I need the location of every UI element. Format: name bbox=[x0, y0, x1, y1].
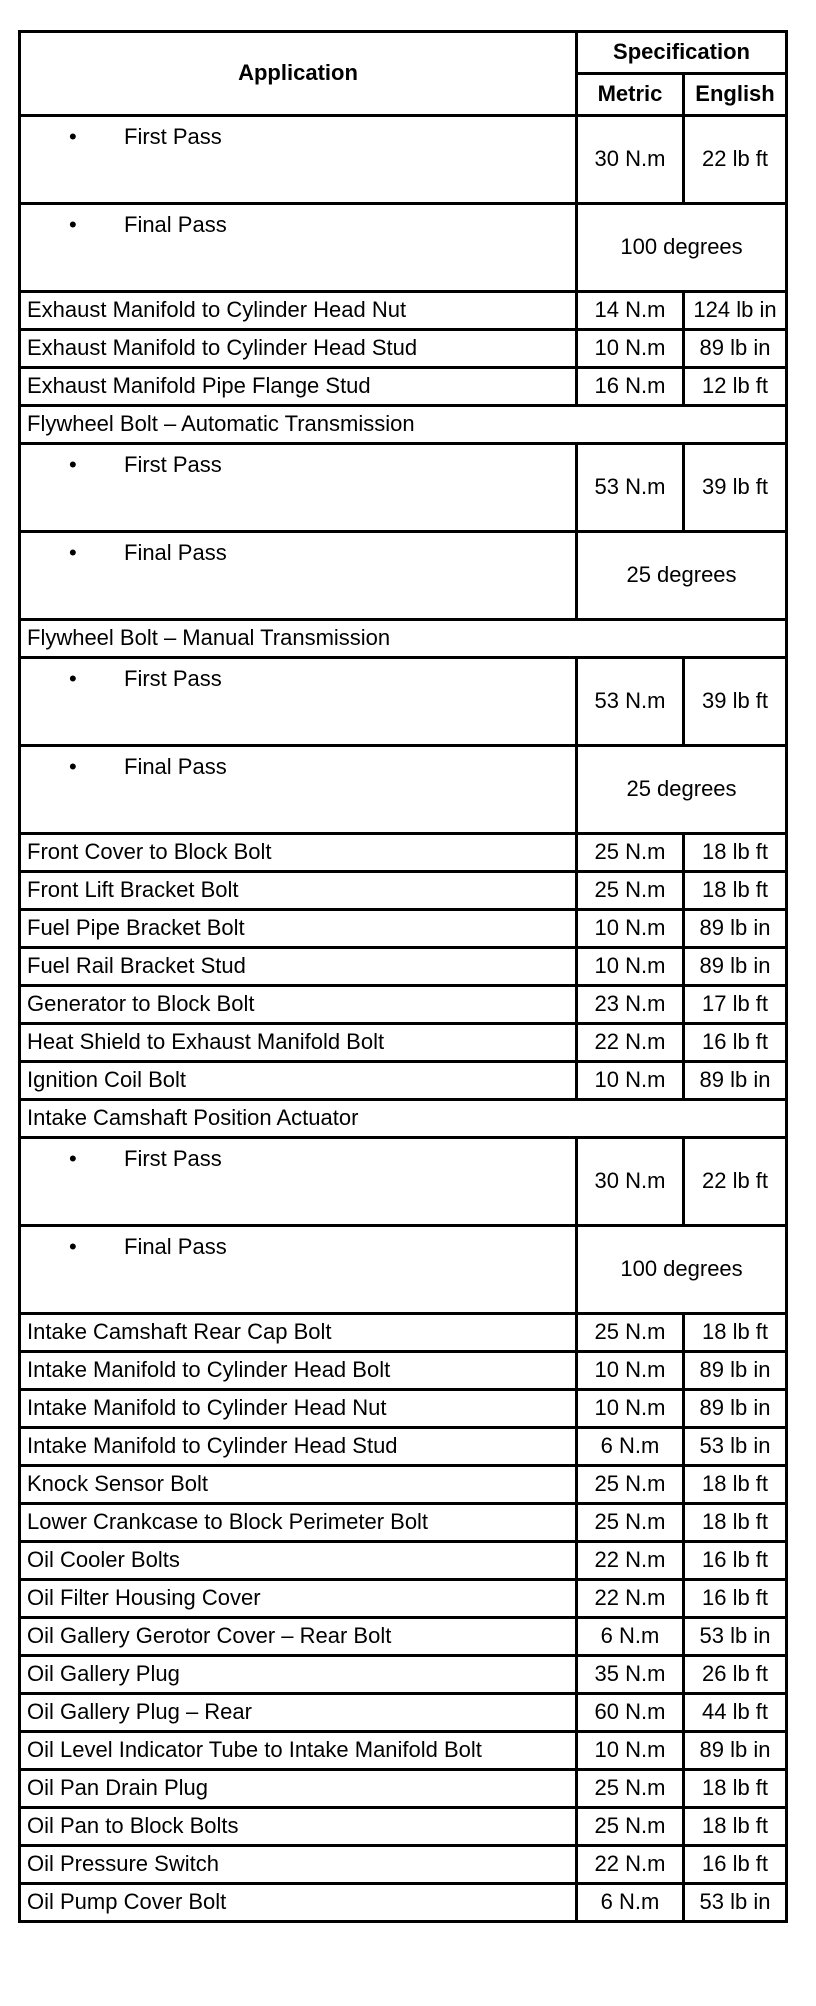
sub-step-cell bbox=[20, 746, 577, 834]
english-value: 18 lb ft bbox=[684, 1466, 787, 1504]
metric-value: 6 N.m bbox=[577, 1428, 684, 1466]
table-row bbox=[20, 910, 787, 948]
angle-value: 100 degrees bbox=[577, 204, 787, 292]
application-label: Oil Gallery Plug – Rear bbox=[20, 1694, 577, 1732]
metric-value: 6 N.m bbox=[577, 1884, 684, 1922]
sub-step-label: First Pass bbox=[124, 124, 222, 149]
metric-value: 22 N.m bbox=[577, 1542, 684, 1580]
sub-step-label: Final Pass bbox=[124, 1234, 227, 1259]
sub-step-cell bbox=[20, 1226, 577, 1314]
application-header: Application bbox=[20, 32, 577, 116]
torque-spec-table bbox=[18, 30, 788, 1923]
section-row bbox=[20, 620, 787, 658]
metric-value: 35 N.m bbox=[577, 1656, 684, 1694]
application-label: Oil Pan to Block Bolts bbox=[20, 1808, 577, 1846]
application-label: Lower Crankcase to Block Perimeter Bolt bbox=[20, 1504, 577, 1542]
metric-value: 60 N.m bbox=[577, 1694, 684, 1732]
metric-value: 6 N.m bbox=[577, 1618, 684, 1656]
application-label: Exhaust Manifold to Cylinder Head Stud bbox=[20, 330, 577, 368]
metric-value: 25 N.m bbox=[577, 872, 684, 910]
angle-value: 100 degrees bbox=[577, 1226, 787, 1314]
table-row bbox=[20, 1732, 787, 1770]
bullet-icon: • bbox=[69, 124, 77, 149]
metric-value: 10 N.m bbox=[577, 910, 684, 948]
application-label: Ignition Coil Bolt bbox=[20, 1062, 577, 1100]
metric-value: 10 N.m bbox=[577, 1732, 684, 1770]
sub-step-label: Final Pass bbox=[124, 212, 227, 237]
application-label: Intake Manifold to Cylinder Head Stud bbox=[20, 1428, 577, 1466]
table-header bbox=[20, 32, 787, 116]
bullet-icon: • bbox=[69, 452, 77, 477]
metric-value: 23 N.m bbox=[577, 986, 684, 1024]
english-value: 89 lb in bbox=[684, 1732, 787, 1770]
bullet-icon: • bbox=[69, 1234, 77, 1259]
table-row bbox=[20, 1618, 787, 1656]
table-row bbox=[20, 1808, 787, 1846]
english-value: 39 lb ft bbox=[684, 444, 787, 532]
table-row bbox=[20, 330, 787, 368]
table-row bbox=[20, 1846, 787, 1884]
sub-step-cell bbox=[20, 116, 577, 204]
sub-step-cell bbox=[20, 1138, 577, 1226]
metric-value: 25 N.m bbox=[577, 1314, 684, 1352]
bullet-icon: • bbox=[69, 212, 77, 237]
sub-step-label: First Pass bbox=[124, 666, 222, 691]
english-value: 44 lb ft bbox=[684, 1694, 787, 1732]
english-value: 17 lb ft bbox=[684, 986, 787, 1024]
sub-step-row bbox=[20, 116, 787, 204]
english-value: 89 lb in bbox=[684, 1062, 787, 1100]
sub-step-row bbox=[20, 746, 787, 834]
table-row bbox=[20, 1390, 787, 1428]
sub-step-cell bbox=[20, 444, 577, 532]
english-value: 16 lb ft bbox=[684, 1024, 787, 1062]
table-row bbox=[20, 1428, 787, 1466]
metric-value: 30 N.m bbox=[577, 1138, 684, 1226]
sub-step-row bbox=[20, 532, 787, 620]
sub-step-row bbox=[20, 1138, 787, 1226]
english-value: 89 lb in bbox=[684, 1390, 787, 1428]
english-value: 16 lb ft bbox=[684, 1846, 787, 1884]
english-header: English bbox=[684, 74, 787, 116]
metric-value: 30 N.m bbox=[577, 116, 684, 204]
application-label: Oil Cooler Bolts bbox=[20, 1542, 577, 1580]
table-row bbox=[20, 1542, 787, 1580]
application-label: Oil Pan Drain Plug bbox=[20, 1770, 577, 1808]
table-row bbox=[20, 1694, 787, 1732]
sub-step-row bbox=[20, 1226, 787, 1314]
section-row bbox=[20, 1100, 787, 1138]
sub-step-row bbox=[20, 204, 787, 292]
english-value: 22 lb ft bbox=[684, 1138, 787, 1226]
english-value: 53 lb in bbox=[684, 1884, 787, 1922]
metric-value: 25 N.m bbox=[577, 834, 684, 872]
table-row bbox=[20, 986, 787, 1024]
metric-value: 10 N.m bbox=[577, 1390, 684, 1428]
table-body bbox=[20, 116, 787, 1922]
table-row bbox=[20, 1656, 787, 1694]
table-row bbox=[20, 1504, 787, 1542]
metric-value: 10 N.m bbox=[577, 1062, 684, 1100]
english-value: 26 lb ft bbox=[684, 1656, 787, 1694]
english-value: 89 lb in bbox=[684, 948, 787, 986]
table-row bbox=[20, 1024, 787, 1062]
english-value: 18 lb ft bbox=[684, 1314, 787, 1352]
sub-step-label: Final Pass bbox=[124, 540, 227, 565]
application-label: Knock Sensor Bolt bbox=[20, 1466, 577, 1504]
metric-value: 22 N.m bbox=[577, 1580, 684, 1618]
application-label: Fuel Pipe Bracket Bolt bbox=[20, 910, 577, 948]
english-value: 18 lb ft bbox=[684, 1808, 787, 1846]
english-value: 89 lb in bbox=[684, 910, 787, 948]
sub-step-label: Final Pass bbox=[124, 754, 227, 779]
application-label: Heat Shield to Exhaust Manifold Bolt bbox=[20, 1024, 577, 1062]
sub-step-row bbox=[20, 658, 787, 746]
metric-value: 25 N.m bbox=[577, 1466, 684, 1504]
metric-value: 53 N.m bbox=[577, 658, 684, 746]
sub-step-cell bbox=[20, 532, 577, 620]
header-row-top bbox=[20, 32, 787, 74]
table-row bbox=[20, 948, 787, 986]
application-label: Oil Filter Housing Cover bbox=[20, 1580, 577, 1618]
metric-value: 25 N.m bbox=[577, 1808, 684, 1846]
table-row bbox=[20, 1884, 787, 1922]
table-row bbox=[20, 1352, 787, 1390]
english-value: 12 lb ft bbox=[684, 368, 787, 406]
metric-value: 14 N.m bbox=[577, 292, 684, 330]
table-row bbox=[20, 872, 787, 910]
english-value: 89 lb in bbox=[684, 330, 787, 368]
section-label: Intake Camshaft Position Actuator bbox=[20, 1100, 787, 1138]
table-row bbox=[20, 1466, 787, 1504]
english-value: 18 lb ft bbox=[684, 1770, 787, 1808]
bullet-icon: • bbox=[69, 540, 77, 565]
application-label: Exhaust Manifold to Cylinder Head Nut bbox=[20, 292, 577, 330]
english-value: 18 lb ft bbox=[684, 834, 787, 872]
application-label: Oil Pressure Switch bbox=[20, 1846, 577, 1884]
application-label: Oil Pump Cover Bolt bbox=[20, 1884, 577, 1922]
metric-value: 22 N.m bbox=[577, 1024, 684, 1062]
english-value: 16 lb ft bbox=[684, 1580, 787, 1618]
application-label: Oil Level Indicator Tube to Intake Manifold Bolt bbox=[20, 1732, 577, 1770]
table-row bbox=[20, 292, 787, 330]
section-row bbox=[20, 406, 787, 444]
sub-step-label: First Pass bbox=[124, 1146, 222, 1171]
sub-step-cell bbox=[20, 204, 577, 292]
specification-header: Specification bbox=[577, 32, 787, 74]
angle-value: 25 degrees bbox=[577, 746, 787, 834]
application-label: Intake Camshaft Rear Cap Bolt bbox=[20, 1314, 577, 1352]
english-value: 18 lb ft bbox=[684, 872, 787, 910]
english-value: 89 lb in bbox=[684, 1352, 787, 1390]
metric-value: 16 N.m bbox=[577, 368, 684, 406]
english-value: 53 lb in bbox=[684, 1428, 787, 1466]
table-row bbox=[20, 1062, 787, 1100]
metric-value: 53 N.m bbox=[577, 444, 684, 532]
sub-step-label: First Pass bbox=[124, 452, 222, 477]
sub-step-cell bbox=[20, 658, 577, 746]
metric-value: 25 N.m bbox=[577, 1770, 684, 1808]
table-row bbox=[20, 834, 787, 872]
section-label: Flywheel Bolt – Manual Transmission bbox=[20, 620, 787, 658]
metric-value: 10 N.m bbox=[577, 1352, 684, 1390]
table-row bbox=[20, 368, 787, 406]
table-row bbox=[20, 1314, 787, 1352]
english-value: 16 lb ft bbox=[684, 1542, 787, 1580]
english-value: 18 lb ft bbox=[684, 1504, 787, 1542]
english-value: 22 lb ft bbox=[684, 116, 787, 204]
application-label: Intake Manifold to Cylinder Head Bolt bbox=[20, 1352, 577, 1390]
bullet-icon: • bbox=[69, 754, 77, 779]
application-label: Oil Gallery Gerotor Cover – Rear Bolt bbox=[20, 1618, 577, 1656]
english-value: 39 lb ft bbox=[684, 658, 787, 746]
table-row bbox=[20, 1580, 787, 1618]
angle-value: 25 degrees bbox=[577, 532, 787, 620]
bullet-icon: • bbox=[69, 666, 77, 691]
english-value: 124 lb in bbox=[684, 292, 787, 330]
sub-step-row bbox=[20, 444, 787, 532]
application-label: Oil Gallery Plug bbox=[20, 1656, 577, 1694]
metric-value: 10 N.m bbox=[577, 948, 684, 986]
application-label: Exhaust Manifold Pipe Flange Stud bbox=[20, 368, 577, 406]
metric-value: 22 N.m bbox=[577, 1846, 684, 1884]
metric-value: 25 N.m bbox=[577, 1504, 684, 1542]
application-label: Fuel Rail Bracket Stud bbox=[20, 948, 577, 986]
section-label: Flywheel Bolt – Automatic Transmission bbox=[20, 406, 787, 444]
application-label: Intake Manifold to Cylinder Head Nut bbox=[20, 1390, 577, 1428]
metric-header: Metric bbox=[577, 74, 684, 116]
table-row bbox=[20, 1770, 787, 1808]
english-value: 53 lb in bbox=[684, 1618, 787, 1656]
bullet-icon: • bbox=[69, 1146, 77, 1171]
application-label: Front Cover to Block Bolt bbox=[20, 834, 577, 872]
application-label: Generator to Block Bolt bbox=[20, 986, 577, 1024]
metric-value: 10 N.m bbox=[577, 330, 684, 368]
application-label: Front Lift Bracket Bolt bbox=[20, 872, 577, 910]
